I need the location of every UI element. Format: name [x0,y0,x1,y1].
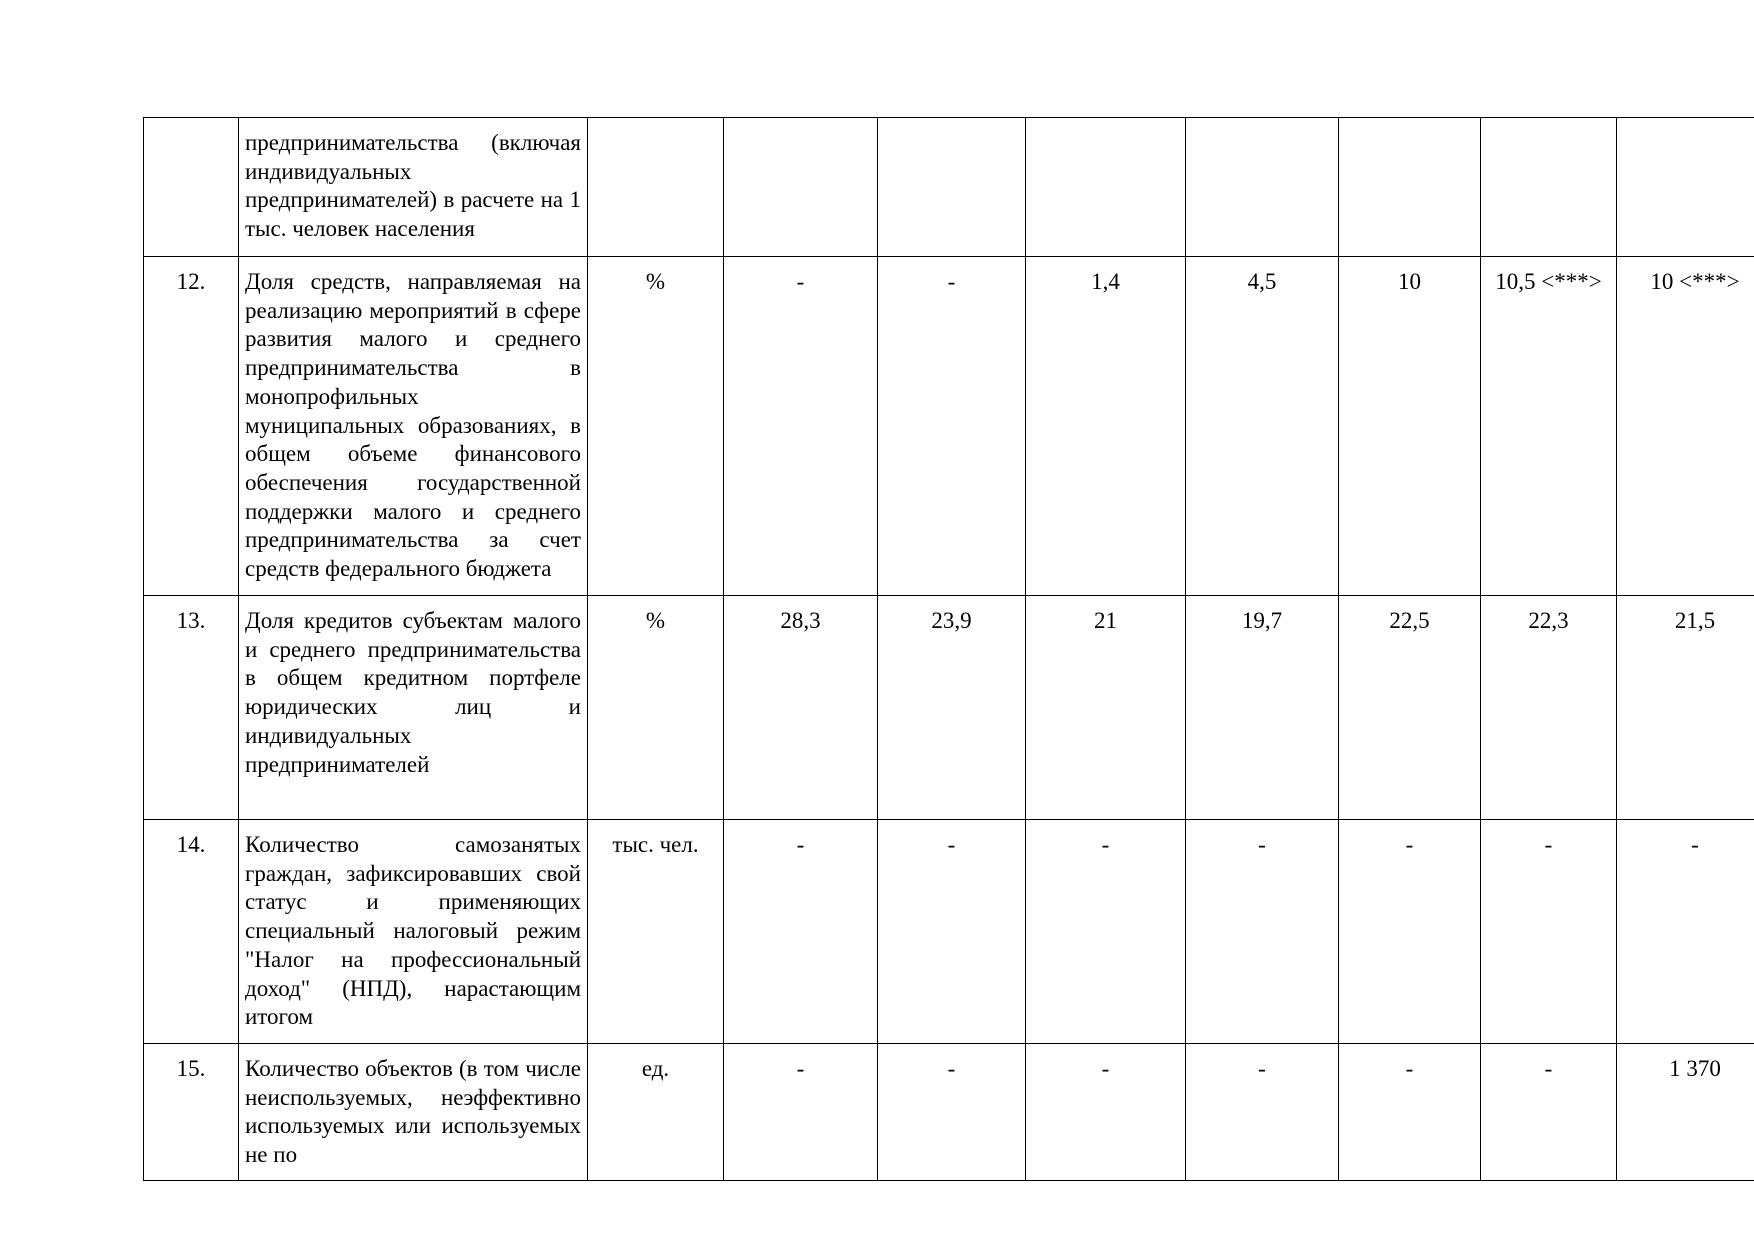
value-cell: - [878,1044,1026,1181]
value-cell: 22,3 [1481,596,1617,820]
value-cell: - [1617,820,1754,1044]
indicator-description: Количество самозанятых граждан, зафиксировавших свой статус и применяющих специальный налоговый режим "Налог на профессиональный доход" (НПД), нарастающим итогом [239,820,588,1044]
value-cell [724,118,878,257]
table-row [144,1044,1754,1181]
unit-cell: % [588,596,724,820]
indicators-table [143,117,1754,1181]
row-number: 14. [144,820,239,1044]
indicator-description: Доля кредитов субъектам малого и среднего предпринимательства в общем кредитном портфеле юридических лиц и индивидуальных предпринимателей [239,596,588,820]
indicator-description: предпринимательства (включая индивидуальных предпринимателей) в расчете на 1 тыс. человек населения [239,118,588,257]
unit-cell: тыс. чел. [588,820,724,1044]
value-cell: 1,4 [1026,257,1186,596]
value-cell: 22,5 [1339,596,1481,820]
value-cell: - [878,820,1026,1044]
value-cell: - [1339,820,1481,1044]
value-cell: 10 <***> [1617,257,1754,596]
value-cell: - [724,1044,878,1181]
value-cell: - [1481,1044,1617,1181]
value-cell: 1 370 [1617,1044,1754,1181]
table-row [144,820,1754,1044]
table-row [144,257,1754,596]
value-cell: 4,5 [1186,257,1339,596]
value-cell: - [1186,820,1339,1044]
value-cell: 10,5 <***> [1481,257,1617,596]
row-number: 12. [144,257,239,596]
value-cell: - [724,257,878,596]
value-cell: - [724,820,878,1044]
table-row [144,596,1754,820]
table-row [144,118,1754,257]
unit-cell [588,118,724,257]
value-cell: 19,7 [1186,596,1339,820]
value-cell: - [1026,1044,1186,1181]
value-cell [1026,118,1186,257]
row-number: 13. [144,596,239,820]
value-cell: - [1481,820,1617,1044]
value-cell [878,118,1026,257]
value-cell: - [1186,1044,1339,1181]
value-cell [1481,118,1617,257]
value-cell: - [878,257,1026,596]
value-cell [1186,118,1339,257]
value-cell: 28,3 [724,596,878,820]
unit-cell: ед. [588,1044,724,1181]
value-cell: 23,9 [878,596,1026,820]
row-number: 15. [144,1044,239,1181]
value-cell [1617,118,1754,257]
row-number [144,118,239,257]
value-cell: 21 [1026,596,1186,820]
value-cell: - [1339,1044,1481,1181]
value-cell: 21,5 [1617,596,1754,820]
unit-cell: % [588,257,724,596]
value-cell [1339,118,1481,257]
value-cell: 10 [1339,257,1481,596]
indicator-description: Количество объектов (в том числе неиспользуемых, неэффективно используемых или используемых не по [239,1044,588,1181]
indicator-description: Доля средств, направляемая на реализацию мероприятий в сфере развития малого и среднего предпринимательства в монопрофильных муниципальных образованиях, в общем объеме финансового обеспечения государственной поддержки малого и среднего предпринимательства за счет средств федерального бюджета [239,257,588,596]
value-cell: - [1026,820,1186,1044]
table-body [144,118,1754,1181]
